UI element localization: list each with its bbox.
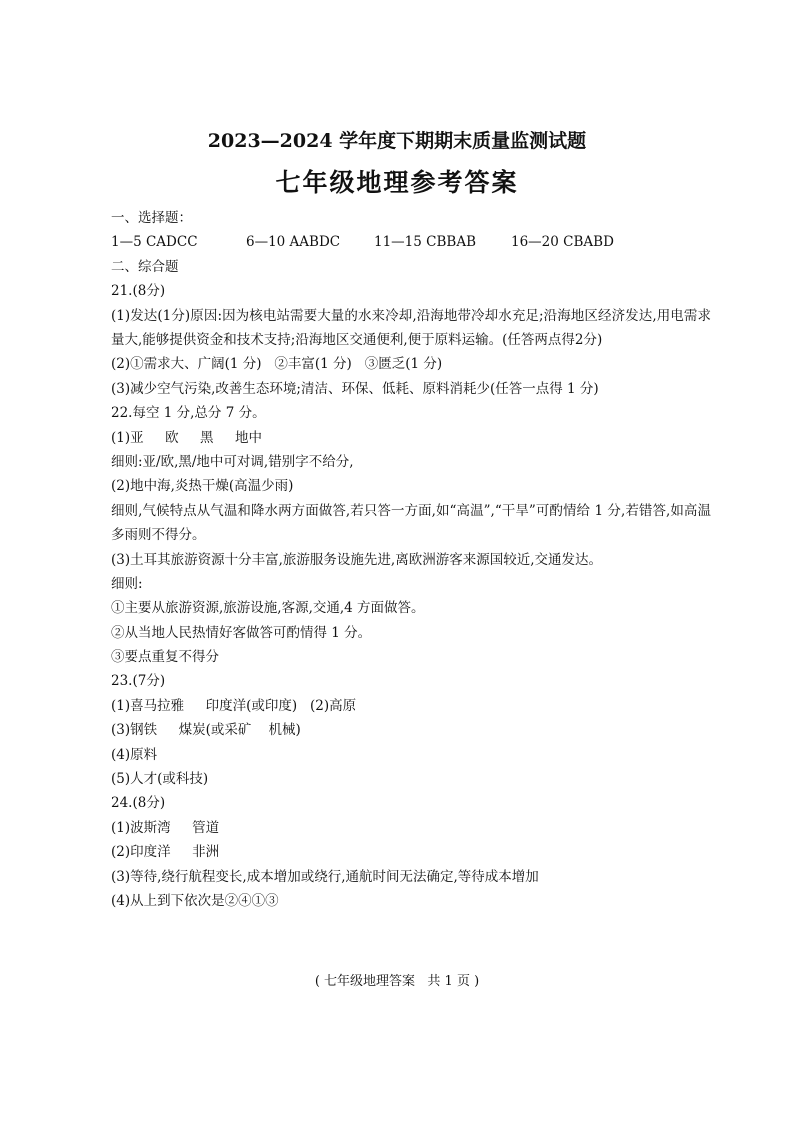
exam-title: 2023—2024 学年度下期期末质量监测试题: [207, 130, 587, 152]
question-22-rule-heading: 细则:: [111, 575, 143, 592]
question-24-part-2: (2)印度洋 非洲: [111, 844, 220, 861]
question-23-part-4: (4)原料: [111, 746, 158, 763]
mc-answer-group: 6—10 AABDC: [246, 234, 341, 251]
question-22-part-1: (1)亚 欧 黑 地中: [111, 429, 262, 446]
question-21-part-1: (1)发达(1分)原因:因为核电站需要大量的水来冷却,沿海地带冷却水充足;沿海地区经济发达,用电需求量大,能够提供资金和技术支持;沿海地区交通便利,便于原料运输。(任答两点得2分): [111, 307, 711, 348]
question-21-header: 21.(8分): [111, 283, 166, 300]
question-22-part-2: (2)地中海,炎热干燥(高温少雨): [111, 478, 294, 495]
question-23-header: 23.(7分): [111, 673, 166, 690]
question-23-part-5: (5)人才(或科技): [111, 771, 209, 788]
question-23-part-1: (1)喜马拉雅 印度洋(或印度) (2)高原: [111, 697, 357, 714]
question-22-rule-2: 细则,气候特点从气温和降水两方面做答,若只答一方面,如“高温”,“干旱”可酌情给 1 分,若错答,如高温多雨则不得分。: [111, 502, 711, 544]
question-21-part-3: (3)减少空气污染,改善生态环境;清洁、环保、低耗、原料消耗少(任答一点得 1 分): [111, 380, 599, 397]
question-22-part-3: (3)土耳其旅游资源十分丰富,旅游服务设施先进,离欧洲游客来源国较近,交通发达。: [111, 551, 602, 568]
question-22-rule-item: ①主要从旅游资源,旅游设施,客源,交通,4 方面做答。: [111, 600, 425, 617]
mc-answer-group: 1—5 CADCC: [111, 234, 198, 251]
answer-body: [111, 206, 711, 913]
mc-answer-group: 11—15 CBBAB: [374, 234, 476, 251]
question-22-rule-item: ③要点重复不得分: [111, 649, 219, 666]
document-subtitle: 七年级地理参考答案: [275, 168, 519, 197]
question-21-part-2: (2)①需求大、广阔(1 分) ②丰富(1 分) ③匮乏(1 分): [111, 356, 443, 373]
question-22-header: 22.每空 1 分,总分 7 分。: [111, 405, 266, 422]
question-23-part-3: (3)钢铁 煤炭(或采矿 机械): [111, 722, 301, 739]
section-heading-multiple-choice: 一、选择题：: [111, 210, 192, 226]
question-22-rule-1: 细则:亚/欧,黑/地中可对调,错别字不给分,: [111, 453, 354, 470]
section-heading-comprehensive: 二、综合题: [111, 258, 179, 275]
multiple-choice-answers: [111, 230, 711, 254]
question-24-part-3: (3)等待,绕行航程变长,成本增加或绕行,通航时间无法确定,等待成本增加: [111, 868, 539, 885]
question-24-header: 24.(8分): [111, 795, 166, 812]
question-24-part-1: (1)波斯湾 管道: [111, 819, 220, 836]
mc-answer-group: 16—20 CBABD: [511, 234, 614, 251]
page-footer: ( 七年级地理答案 共 1 页 ): [314, 974, 480, 989]
question-24-part-4: (4)从上到下依次是②④①③: [111, 893, 279, 909]
question-22-rule-item: ②从当地人民热情好客做答可酌情得 1 分。: [111, 624, 372, 641]
